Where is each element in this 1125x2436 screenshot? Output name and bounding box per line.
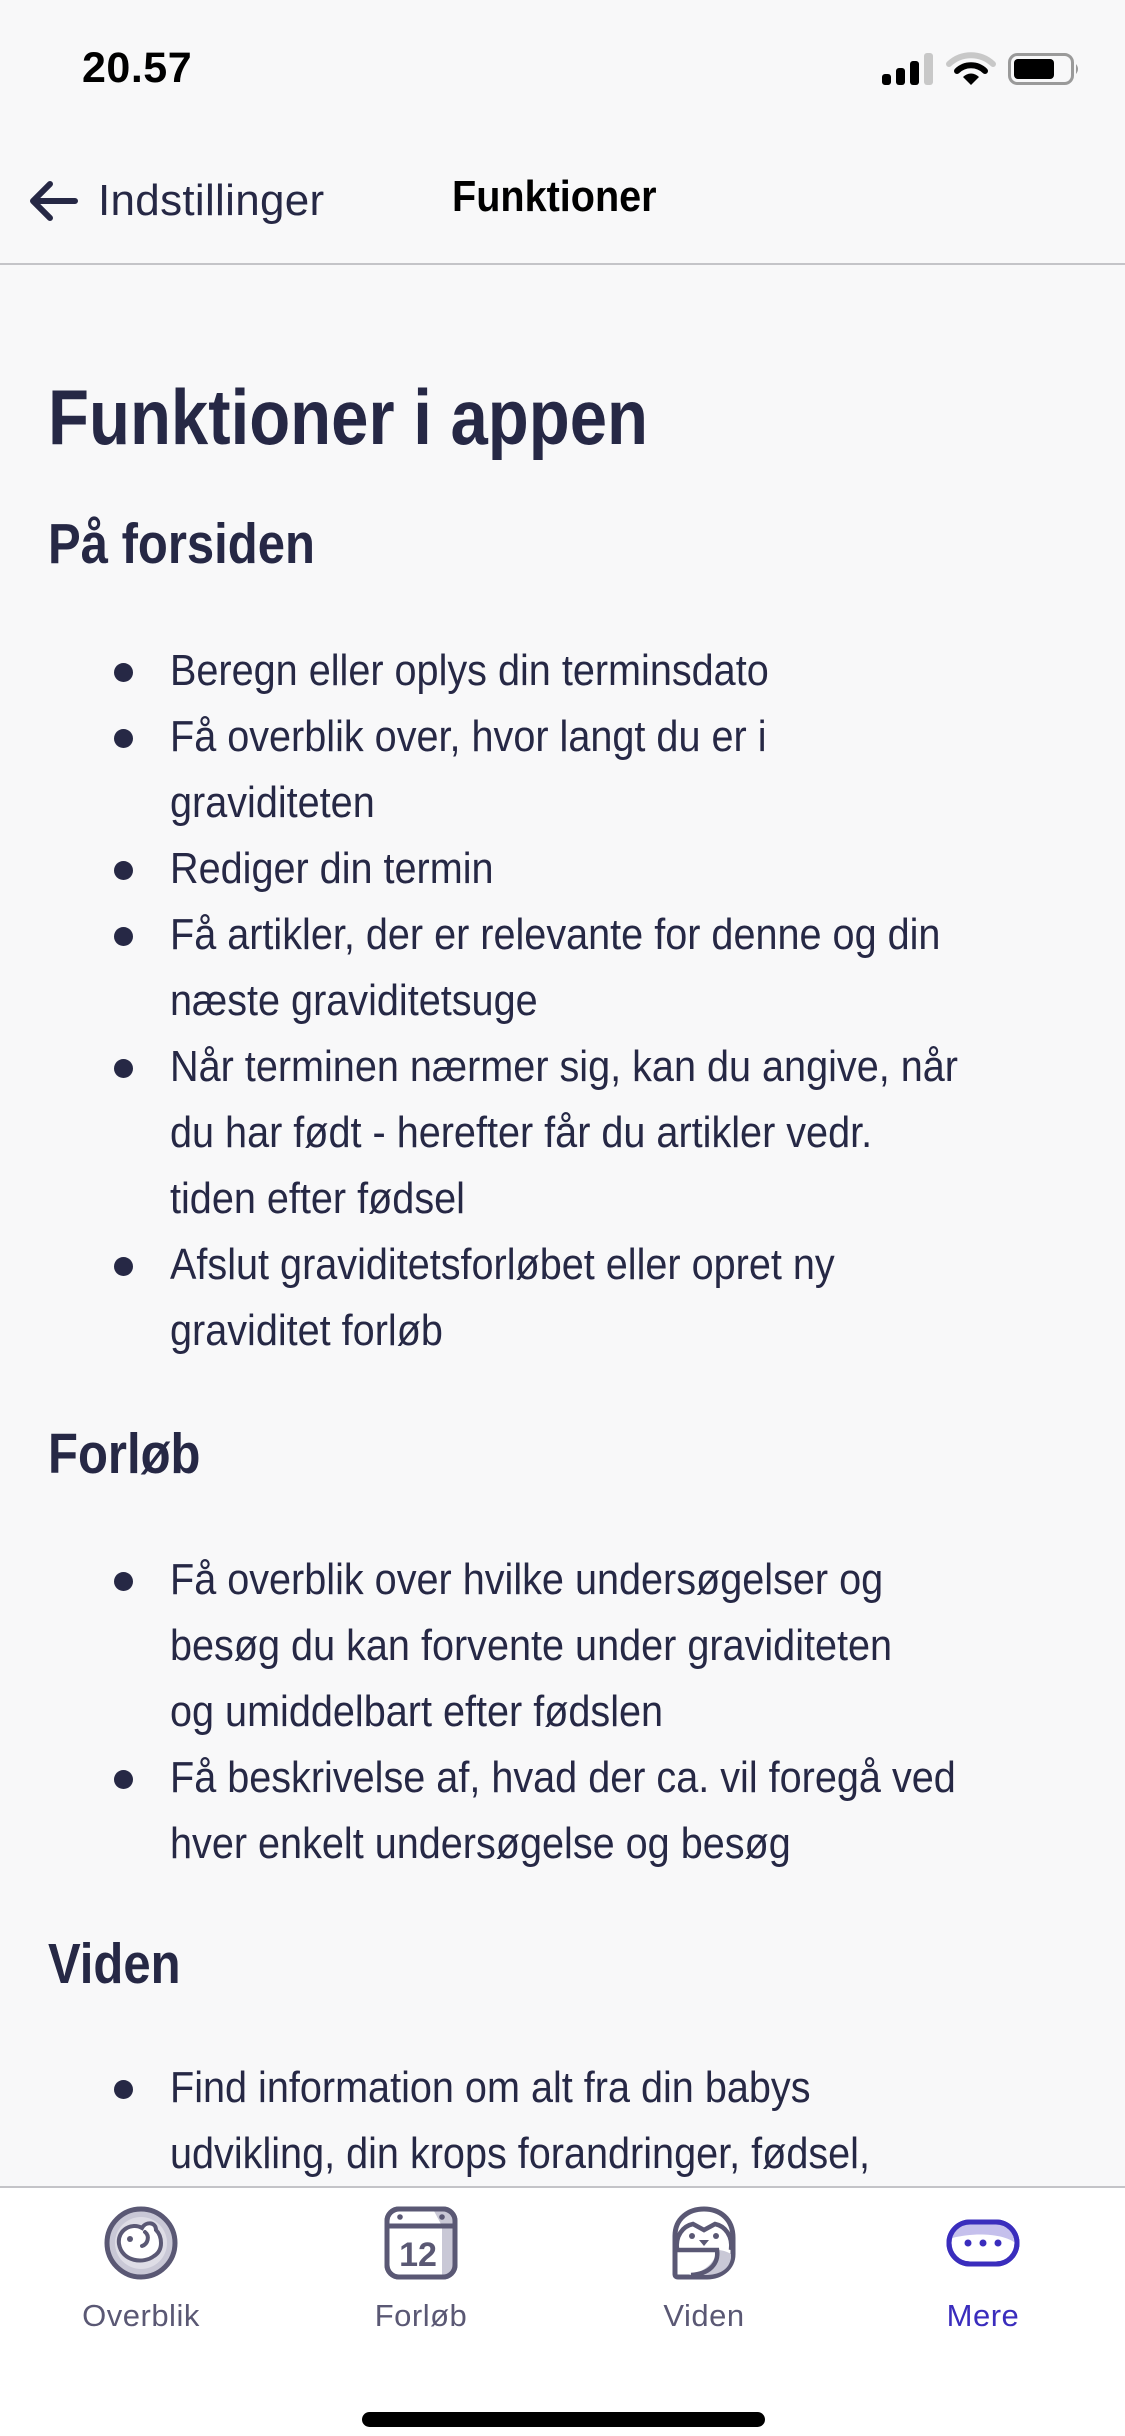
calendar-icon-day: 12 [399, 2236, 437, 2274]
list-item-text: Beregn eller oplys din terminsdato [170, 646, 769, 695]
back-label: Indstillinger [98, 176, 325, 225]
list-bullet [114, 663, 133, 682]
nav-title: Funktioner [452, 172, 657, 221]
owl-icon [667, 2206, 741, 2280]
list-item-text: og umiddelbart efter fødslen [170, 1687, 664, 1736]
more-dots-icon [946, 2206, 1020, 2280]
tab-label: Viden [663, 2298, 745, 2333]
tab-label: Forløb [374, 2298, 468, 2333]
list-item-text: Afslut graviditetsforløbet eller opret ny [170, 1240, 835, 1289]
tab-forloeb[interactable] [321, 2206, 521, 2356]
list-item-text: udvikling, din krops forandringer, fødsel, [170, 2129, 870, 2178]
home-indicator[interactable] [362, 2412, 765, 2427]
list-bullet [114, 1059, 133, 1078]
tab-bar [0, 2186, 1125, 2436]
list-item-text: graviditet forløb [170, 1306, 443, 1355]
list-item-text: Få artikler, der er relevante for denne og din [170, 910, 941, 959]
list-item-text: du har født - herefter får du artikler vedr. [170, 1108, 873, 1157]
list-item-text: Rediger din termin [170, 844, 494, 893]
section-heading-forsiden: På forsiden [48, 512, 315, 576]
tab-label: Overblik [82, 2298, 200, 2333]
list-bullet [114, 1257, 133, 1276]
list-item-text: besøg du kan forvente under graviditeten [170, 1621, 893, 1670]
status-time: 20.57 [82, 44, 193, 92]
wifi-icon [946, 52, 996, 86]
tab-viden[interactable] [604, 2206, 804, 2356]
list-item-text: Få beskrivelse af, hvad der ca. vil foregå ved [170, 1753, 956, 1802]
battery-icon [1008, 53, 1080, 85]
list-bullet [114, 1770, 133, 1789]
list-item-text: Find information om alt fra din babys [170, 2063, 811, 2112]
list-item-text: Få overblik over, hvor langt du er i [170, 712, 767, 761]
list-bullet [114, 1572, 133, 1591]
list-bullet [114, 729, 133, 748]
list-item-text: Få overblik over hvilke undersøgelser og [170, 1555, 884, 1604]
list-bullet [114, 2080, 133, 2099]
cellular-signal-icon [882, 53, 934, 85]
fetus-icon [104, 2206, 178, 2280]
list-item-text: Når terminen nærmer sig, kan du angive, når [170, 1042, 958, 1091]
section-heading-forloeb: Forløb [48, 1422, 201, 1486]
list-item-text: tiden efter fødsel [170, 1174, 465, 1223]
arrow-left-icon [28, 179, 78, 223]
page-title: Funktioner i appen [48, 373, 649, 461]
tab-label: Mere [946, 2298, 1020, 2333]
tab-overblik[interactable] [41, 2206, 241, 2356]
tab-mere[interactable] [883, 2206, 1083, 2356]
list-bullet [114, 861, 133, 880]
list-bullet [114, 927, 133, 946]
list-item-text: graviditeten [170, 778, 375, 827]
calendar-icon [384, 2206, 458, 2280]
back-button[interactable] [28, 176, 324, 226]
list-item-text: næste graviditetsuge [170, 976, 538, 1025]
header-divider [0, 263, 1125, 265]
list-item-text: hver enkelt undersøgelse og besøg [170, 1819, 791, 1868]
section-heading-viden: Viden [48, 1932, 181, 1996]
